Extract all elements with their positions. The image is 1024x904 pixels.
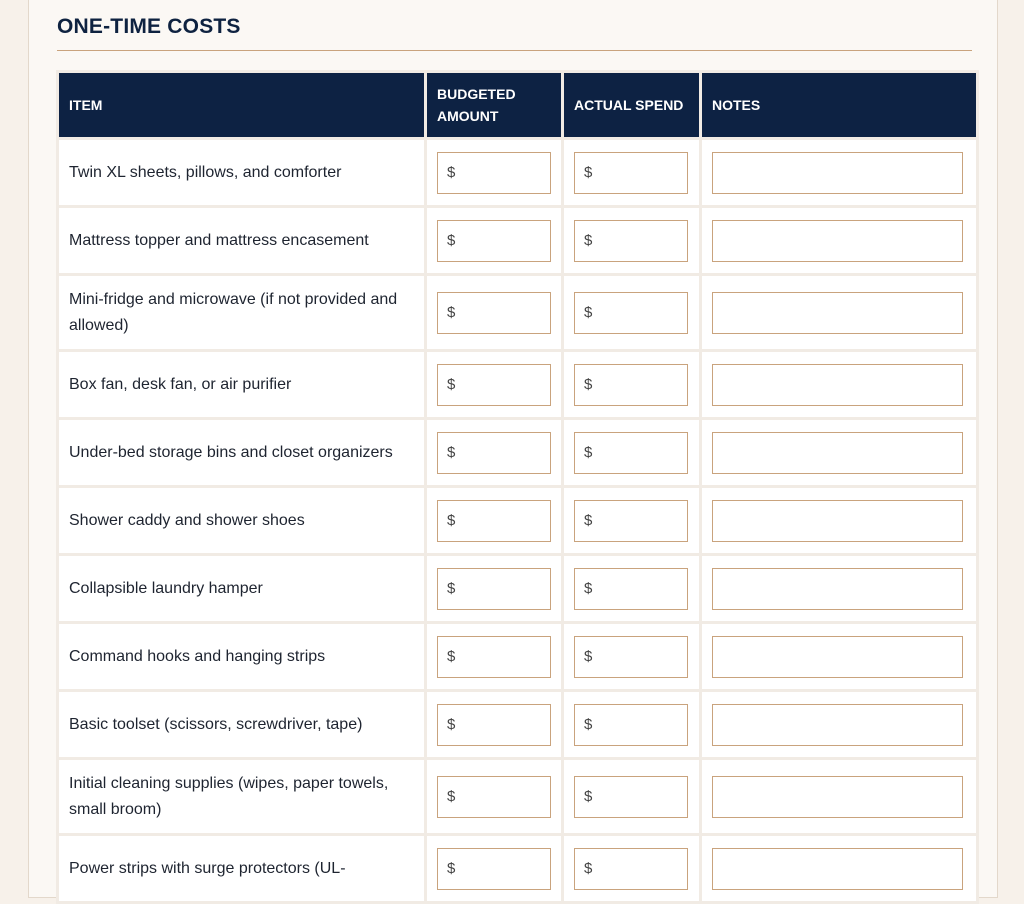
currency-symbol: $ [447,443,456,461]
currency-symbol: $ [584,163,593,181]
actual-spend-input[interactable] [574,432,688,474]
budgeted-cell [427,556,561,621]
currency-symbol: $ [447,375,456,393]
notes-input[interactable] [712,364,963,406]
budget-page [28,0,998,898]
currency-symbol: $ [447,859,456,877]
item-label: Twin XL sheets, pillows, and comforter [59,140,424,205]
table-row [59,556,976,621]
header-notes: NOTES [702,73,976,137]
item-label: Shower caddy and shower shoes [59,488,424,553]
notes-input[interactable] [712,704,963,746]
table-row [59,624,976,689]
budgeted-amount-input[interactable] [437,848,551,890]
header-item: ITEM [59,73,424,137]
currency-symbol: $ [447,647,456,665]
notes-cell [702,140,976,205]
actual-spend-input[interactable] [574,152,688,194]
item-label: Box fan, desk fan, or air purifier [59,352,424,417]
currency-symbol: $ [447,231,456,249]
notes-input[interactable] [712,500,963,542]
notes-cell [702,420,976,485]
notes-cell [702,488,976,553]
budgeted-amount-input[interactable] [437,704,551,746]
notes-cell [702,276,976,349]
actual-spend-input[interactable] [574,568,688,610]
actual-cell [564,352,699,417]
actual-spend-input[interactable] [574,704,688,746]
notes-input[interactable] [712,636,963,678]
table-row [59,760,976,833]
notes-input[interactable] [712,568,963,610]
item-label: Mattress topper and mattress encasement [59,208,424,273]
currency-symbol: $ [584,715,593,733]
header-budgeted-amount: BUDGETED AMOUNT [427,73,561,137]
budgeted-cell [427,352,561,417]
currency-symbol: $ [447,511,456,529]
item-label: Mini-fridge and microwave (if not provided and allowed) [59,276,424,349]
currency-symbol: $ [584,511,593,529]
table-row [59,352,976,417]
currency-symbol: $ [584,231,593,249]
currency-symbol: $ [584,787,593,805]
currency-symbol: $ [447,787,456,805]
budgeted-amount-input[interactable] [437,364,551,406]
one-time-costs-table [56,70,979,904]
budgeted-amount-input[interactable] [437,432,551,474]
budgeted-amount-input[interactable] [437,220,551,262]
table-row [59,208,976,273]
actual-cell [564,140,699,205]
item-label: Command hooks and hanging strips [59,624,424,689]
budgeted-amount-input[interactable] [437,152,551,194]
table-row [59,140,976,205]
actual-spend-input[interactable] [574,500,688,542]
table-header-row [59,73,976,137]
budgeted-amount-input[interactable] [437,776,551,818]
budgeted-cell [427,140,561,205]
budgeted-cell [427,488,561,553]
currency-symbol: $ [584,375,593,393]
currency-symbol: $ [584,303,593,321]
notes-input[interactable] [712,220,963,262]
notes-input[interactable] [712,292,963,334]
actual-spend-input[interactable] [574,220,688,262]
notes-input[interactable] [712,152,963,194]
notes-cell [702,556,976,621]
actual-spend-input[interactable] [574,636,688,678]
currency-symbol: $ [447,579,456,597]
notes-cell [702,208,976,273]
table-row [59,836,976,901]
budgeted-cell [427,760,561,833]
notes-cell [702,352,976,417]
budgeted-cell [427,276,561,349]
budgeted-cell [427,208,561,273]
actual-cell [564,488,699,553]
item-label: Collapsible laundry hamper [59,556,424,621]
item-label: Power strips with surge protectors (UL- [59,836,424,901]
section-title: ONE-TIME COSTS [57,15,241,38]
notes-cell [702,692,976,757]
notes-input[interactable] [712,848,963,890]
actual-spend-input[interactable] [574,292,688,334]
budgeted-cell [427,420,561,485]
currency-symbol: $ [447,715,456,733]
notes-input[interactable] [712,432,963,474]
actual-cell [564,420,699,485]
actual-cell [564,760,699,833]
notes-cell [702,760,976,833]
table-body [59,140,976,901]
actual-cell [564,276,699,349]
notes-input[interactable] [712,776,963,818]
notes-cell [702,836,976,901]
item-label: Basic toolset (scissors, screwdriver, tape) [59,692,424,757]
currency-symbol: $ [584,859,593,877]
actual-spend-input[interactable] [574,364,688,406]
table-row [59,420,976,485]
actual-spend-input[interactable] [574,776,688,818]
item-label: Initial cleaning supplies (wipes, paper towels, small broom) [59,760,424,833]
actual-cell [564,556,699,621]
actual-cell [564,624,699,689]
currency-symbol: $ [447,303,456,321]
currency-symbol: $ [584,579,593,597]
budgeted-cell [427,692,561,757]
budgeted-cell [427,624,561,689]
item-label: Under-bed storage bins and closet organizers [59,420,424,485]
currency-symbol: $ [447,163,456,181]
budgeted-amount-input[interactable] [437,292,551,334]
actual-cell [564,692,699,757]
header-actual-spend: ACTUAL SPEND [564,73,699,137]
table-row [59,276,976,349]
actual-cell [564,836,699,901]
budgeted-amount-input[interactable] [437,500,551,542]
budgeted-amount-input[interactable] [437,636,551,678]
table-row [59,488,976,553]
table-row [59,692,976,757]
budgeted-cell [427,836,561,901]
budgeted-amount-input[interactable] [437,568,551,610]
actual-cell [564,208,699,273]
currency-symbol: $ [584,647,593,665]
currency-symbol: $ [584,443,593,461]
notes-cell [702,624,976,689]
actual-spend-input[interactable] [574,848,688,890]
title-divider [57,50,972,51]
